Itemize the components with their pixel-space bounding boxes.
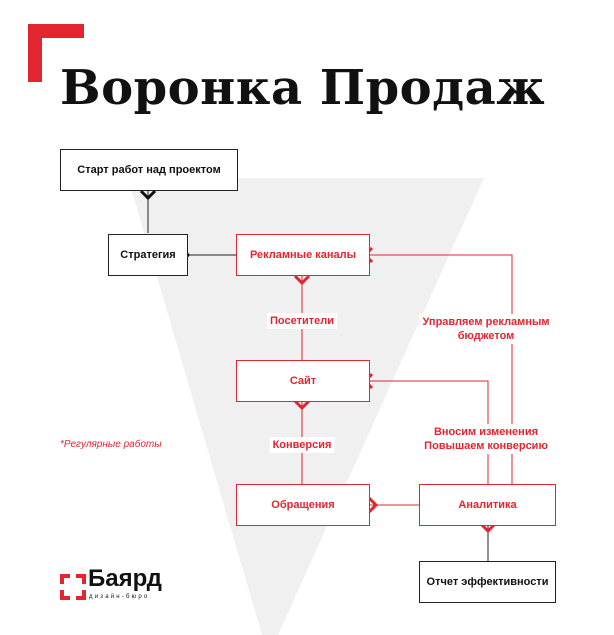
start-box <box>60 149 238 191</box>
site-box <box>236 360 370 402</box>
visitors-label: Посетители <box>267 313 337 329</box>
start-label: Старт работ над проектом <box>77 164 221 176</box>
logo-tagline: дизайн-бюро <box>89 594 150 600</box>
report-label: Отчет эффективности <box>426 576 549 588</box>
analytics-label: Аналитика <box>458 499 517 511</box>
changes-label <box>421 424 551 454</box>
logo-name: Баярд <box>88 565 162 592</box>
manage-budget-line-1: Управляем рекламным <box>422 316 550 328</box>
requests-label: Обращения <box>271 499 335 511</box>
page-title: Воронка Продаж <box>60 60 546 116</box>
changes-line-1: Вносим изменения <box>433 426 539 438</box>
manage-budget-line-2: бюджетом <box>457 330 515 342</box>
report-box <box>419 561 556 603</box>
strategy-label: Стратегия <box>120 249 176 261</box>
ad-channels-label: Рекламные каналы <box>249 249 357 261</box>
conversion-label: Конверсия <box>270 437 335 453</box>
logo-mark <box>60 574 86 600</box>
strategy-box <box>108 234 188 276</box>
analytics-box <box>419 484 556 526</box>
site-label: Сайт <box>289 375 317 387</box>
manage-budget-label <box>420 314 553 344</box>
regular-works-note: *Регулярные работы <box>60 439 162 450</box>
ad-channels-box <box>236 234 370 276</box>
requests-box <box>236 484 370 526</box>
changes-line-2: Повышаем конверсию <box>424 440 548 452</box>
